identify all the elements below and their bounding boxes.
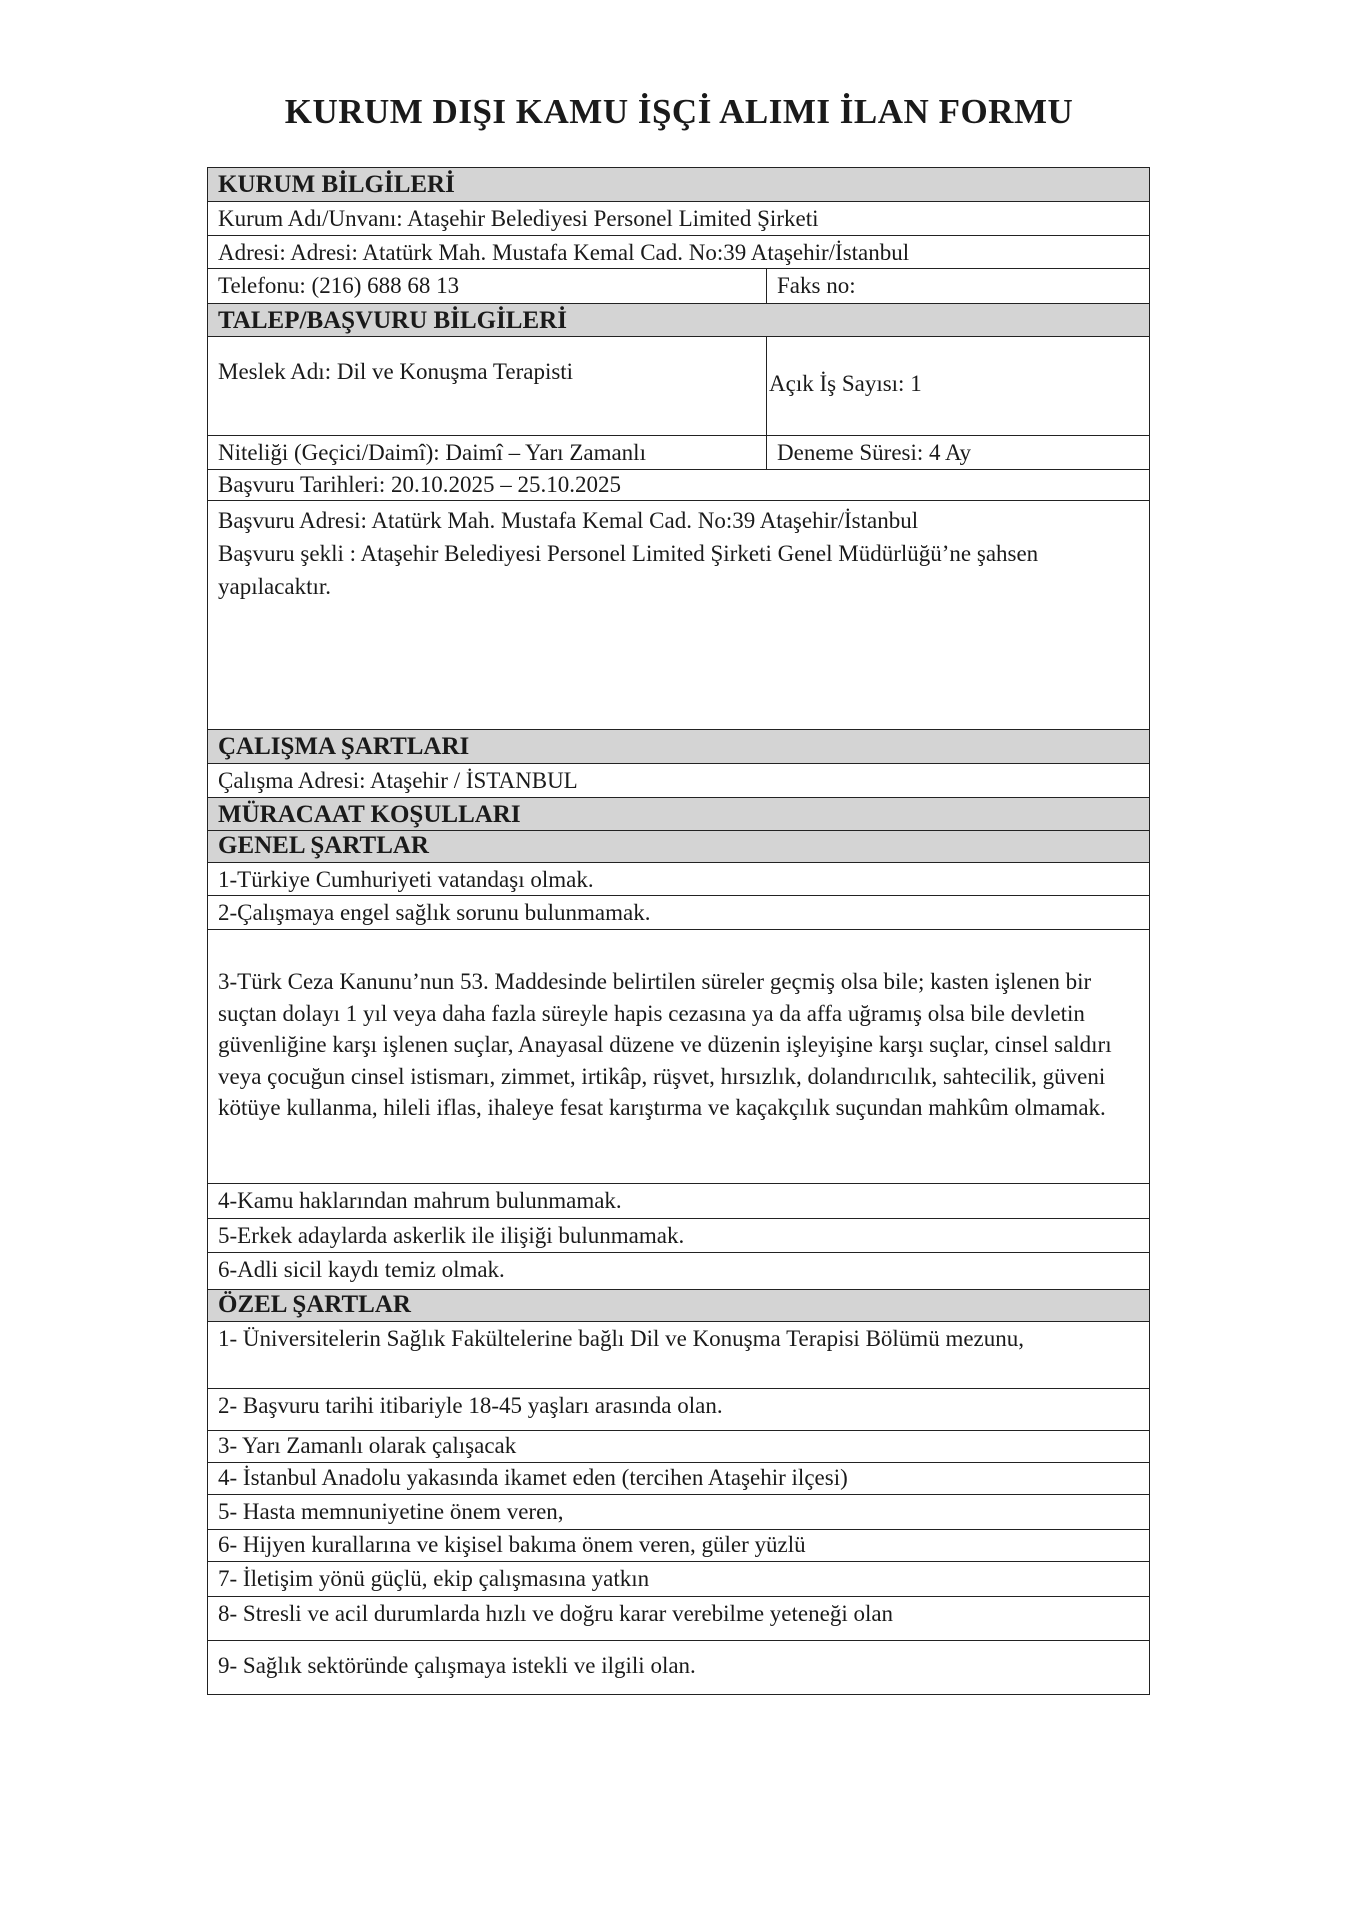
page-title: KURUM DIŞI KAMU İŞÇİ ALIMI İLAN FORMU [284, 92, 1074, 131]
job-posting-form [207, 167, 1150, 1695]
dates-row: Başvuru Tarihleri: 20.10.2025 – 25.10.2025 [208, 470, 1149, 501]
genel-item: 3-Türk Ceza Kanunu’nun 53. Maddesinde belirtilen süreler geçmiş olsa bile; kasten işlenen bir suçtan dolayı 1 yıl veya daha fazla süreyle hapis cezasına ya da affa uğramış olsa bile devletin güvenliğine karşı işlenen suçlar, Anayasal düzene ve düzenin işleyişine karşı suçlar, cinsel saldırı veya çocuğun cinsel istismarı, zimmet, irtikâp, rüşvet, hırsızlık, dolandırıcılık, sahtecilik, güveni kötüye kullanma, hileli iflas, ihaleye fesat karıştırma ve kaçakçılık suçundan mahkûm olmamak. [208, 930, 1149, 1184]
ozel-item: 5- Hasta memnuniyetine önem veren, [208, 1495, 1149, 1530]
genel-item: 5-Erkek adaylarda askerlik ile ilişiği bulunmamak. [208, 1219, 1149, 1253]
ozel-item: 1- Üniversitelerin Sağlık Fakültelerine bağlı Dil ve Konuşma Terapisi Bölümü mezunu, [208, 1322, 1149, 1389]
ozel-item: 2- Başvuru tarihi itibariyle 18-45 yaşları arasında olan. [208, 1389, 1149, 1431]
ozel-item: 8- Stresli ve acil durumlarda hızlı ve doğru karar verebilme yeteneği olan [208, 1597, 1149, 1641]
apply-row: Başvuru Adresi: Atatürk Mah. Mustafa Kemal Cad. No:39 Ataşehir/İstanbul Başvuru şekli : Ataşehir Belediyesi Personel Limited Şirketi Genel Müdürlüğü’ne şahsen yapılacaktır. [208, 501, 1149, 730]
nature-row [208, 436, 1149, 470]
occupation-row [208, 337, 1149, 436]
section-talep: TALEP/BAŞVURU BİLGİLERİ [208, 304, 1149, 337]
ozel-item: 4- İstanbul Anadolu yakasında ikamet eden (tercihen Ataşehir ilçesi) [208, 1463, 1149, 1495]
section-genel: GENEL ŞARTLAR [208, 831, 1149, 863]
ozel-item: 6- Hijyen kurallarına ve kişisel bakıma önem veren, güler yüzlü [208, 1530, 1149, 1562]
openings: Açık İş Sayısı: 1 [769, 371, 922, 396]
ozel-item: 9- Sağlık sektöründe çalışmaya istekli ve ilgili olan. [208, 1641, 1149, 1695]
kurum-address-row: Adresi: Adresi: Atatürk Mah. Mustafa Kemal Cad. No:39 Ataşehir/İstanbul [208, 236, 1149, 269]
nature: Niteliği (Geçici/Daimî): Daimî – Yarı Zamanlı [208, 436, 767, 469]
section-calisma: ÇALIŞMA ŞARTLARI [208, 730, 1149, 764]
section-muracaat: MÜRACAAT KOŞULLARI [208, 798, 1149, 831]
work-address-row: Çalışma Adresi: Ataşehir / İSTANBUL [208, 764, 1149, 798]
ozel-item: 7- İletişim yönü güçlü, ekip çalışmasına yatkın [208, 1562, 1149, 1597]
genel-item: 2-Çalışmaya engel sağlık sorunu bulunmamak. [208, 896, 1149, 930]
genel-item: 6-Adli sicil kaydı temiz olmak. [208, 1253, 1149, 1290]
occupation: Meslek Adı: Dil ve Konuşma Terapisti [208, 337, 767, 435]
genel-item: 4-Kamu haklarından mahrum bulunmamak. [208, 1184, 1149, 1219]
kurum-name-row: Kurum Adı/Unvanı: Ataşehir Belediyesi Personel Limited Şirketi [208, 202, 1149, 236]
fax: Faks no: [777, 273, 856, 298]
kurum-contact-row [208, 269, 1149, 304]
genel-item: 1-Türkiye Cumhuriyeti vatandaşı olmak. [208, 863, 1149, 896]
section-kurum: KURUM BİLGİLERİ [208, 168, 1149, 202]
section-ozel: ÖZEL ŞARTLAR [208, 1290, 1149, 1322]
phone: Telefonu: (216) 688 68 13 [208, 269, 767, 303]
probation: Deneme Süresi: 4 Ay [777, 440, 971, 465]
ozel-item: 3- Yarı Zamanlı olarak çalışacak [208, 1431, 1149, 1463]
